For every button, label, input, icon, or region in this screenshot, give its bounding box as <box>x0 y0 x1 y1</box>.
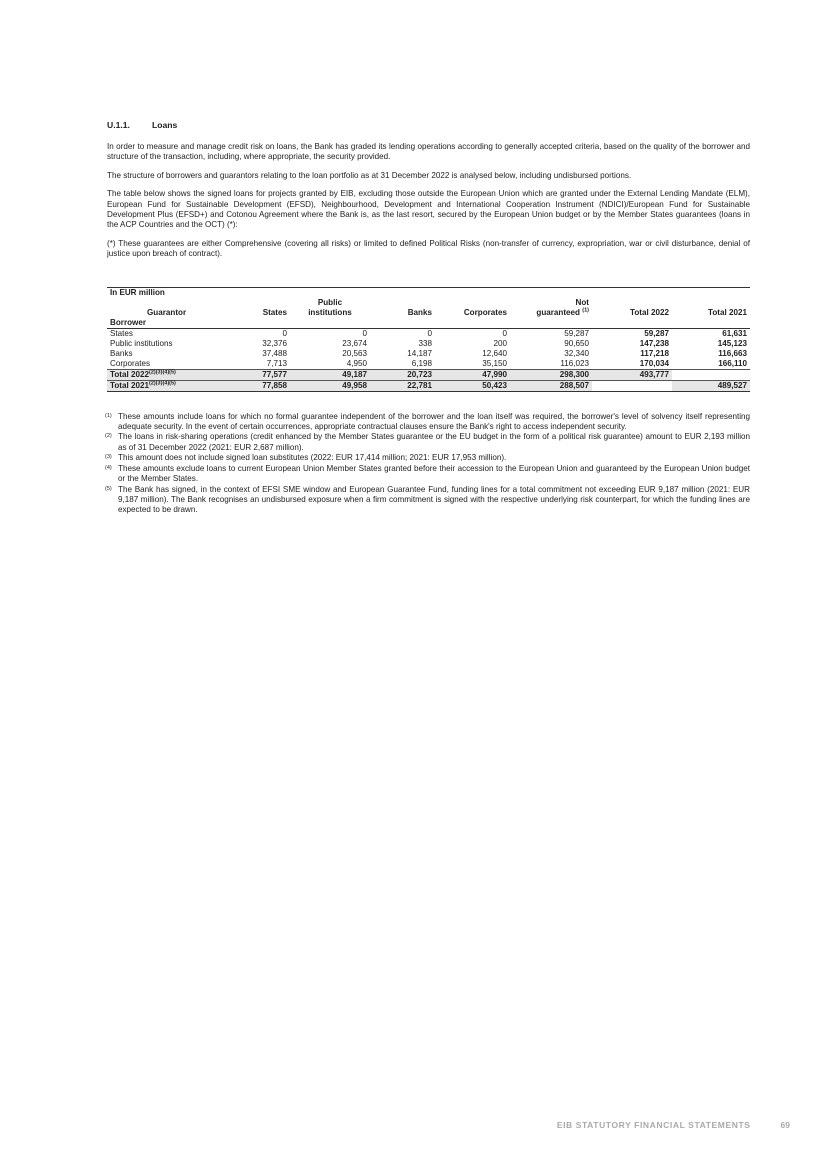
total-2021-row <box>107 380 750 391</box>
unit-label: In EUR million <box>107 287 217 298</box>
col-header-total-2021: Total 2021 <box>708 307 747 317</box>
row-label: Banks <box>110 348 133 358</box>
cell: 59,287 <box>644 328 669 338</box>
page-footer <box>557 1120 790 1130</box>
cell: 338 <box>418 338 432 348</box>
table-row <box>107 328 750 339</box>
col-header-banks: Banks <box>407 307 432 317</box>
footnote: (2) The loans in risk-sharing operations (credit enhanced by the Member States guarantee or the EU budget in the form of a political risk guarantee) amount to EUR 2,193 million as of 31 December 2022 (2021: EUR 2,687 million). <box>105 432 750 452</box>
page-number: 69 <box>780 1120 790 1130</box>
cell: 35,150 <box>482 358 507 368</box>
cell: 6,198 <box>411 358 432 368</box>
section-number: U.1.1. <box>107 120 130 130</box>
cell: 166,110 <box>718 358 747 368</box>
cell: 22,781 <box>370 380 435 391</box>
footnote: (1) These amounts include loans for which no formal guarantee independent of the borrower and the loan itself was required, the borrower's level of solvency itself representing adequate security. In the event of certain occurrences, appropriate contractual clauses ensure the Bank's right to access independent security. <box>105 411 750 432</box>
cell <box>592 380 672 391</box>
cell: 145,123 <box>717 338 747 348</box>
cell: 493,777 <box>592 369 672 380</box>
guarantor-label: Guarantor <box>147 307 187 317</box>
cell: 50,423 <box>435 380 510 391</box>
cell: 20,723 <box>370 369 435 380</box>
footnote: (4) These amounts exclude loans to current European Union Member States granted before their accession to the European Union and guaranteed by the European Union budget or the Member States. <box>105 463 750 484</box>
cell: 77,577 <box>217 369 290 380</box>
col-header-not-guaranteed: Not guaranteed $^{(1)}$ <box>536 297 589 317</box>
cell: 147,238 <box>639 338 669 348</box>
cell: 0 <box>502 328 507 338</box>
total-2021-label: Total $2021^{(2)(3)(4)(5)}$ <box>107 380 217 391</box>
col-header-corporates: Corporates <box>463 307 507 317</box>
cell: 7,713 <box>266 358 287 368</box>
cell: 77,858 <box>217 380 290 391</box>
cell: 117,218 <box>640 348 669 358</box>
cell: 298,300 <box>510 369 592 380</box>
section-title: Loans <box>152 120 178 130</box>
cell: 32,340 <box>564 348 589 358</box>
borrower-label-row <box>107 318 750 329</box>
cell: 32,376 <box>262 338 287 348</box>
row-label: Corporates <box>110 358 151 368</box>
cell: 12,640 <box>482 348 507 358</box>
table-row <box>107 339 750 349</box>
cell: 37,488 <box>262 348 287 358</box>
cell: 14,187 <box>407 348 432 358</box>
cell: 4,950 <box>346 358 367 368</box>
cell: 90,650 <box>564 338 589 348</box>
cell: 49,187 <box>290 369 370 380</box>
cell: 0 <box>282 328 287 338</box>
col-header-states: States <box>262 307 287 317</box>
borrower-label: Borrower <box>107 318 217 329</box>
footnote: (3) This amount does not include signed loan substitutes (2022: EUR 17,414 million; 2021: EUR 17,953 million). <box>105 453 507 463</box>
cell: 49,958 <box>290 380 370 391</box>
paragraph-structure: The structure of borrowers and guarantors relating to the loan portfolio as at 31 December 2022 is analysed below, including undisbursed portions. <box>107 170 632 180</box>
cell <box>672 369 750 380</box>
col-header-total-2022: Total 2022 <box>630 307 669 317</box>
section-heading <box>107 120 750 130</box>
footnote: (5) The Bank has signed, in the context of EFSI SME window and European Guarantee Fund, funding lines for a total commitment not exceeding EUR 9,187 million (2021: EUR 9,187 million). The Bank recognises an undisbursed exposure when a firm commitment is signed with the respective underlying risk counterpart, for which the funding lines are expected to be drawn. <box>105 484 750 515</box>
cell: 20,563 <box>342 348 367 358</box>
cell: 116,663 <box>718 348 747 358</box>
page-content <box>107 120 750 516</box>
cell: 489,527 <box>672 380 750 391</box>
total-2022-row <box>107 369 750 380</box>
cell: 47,990 <box>435 369 510 380</box>
cell: 116,023 <box>560 358 589 368</box>
cell: 23,674 <box>342 338 367 348</box>
footnotes <box>107 412 750 516</box>
table-header-row <box>107 298 750 318</box>
cell: 59,287 <box>564 328 589 338</box>
table-row <box>107 349 750 359</box>
col-header-public: Public institutions <box>308 297 352 317</box>
cell: 0 <box>427 328 432 338</box>
paragraph-table-description: The table below shows the signed loans for projects granted by EIB, excluding those outside the European Union which are granted under the External Lending Mandate (ELM), European Fund for Sustainable Development (EFSD), Neighbourhood, Development and International Cooperation Instrument (NDICI)/European Fund for Sustainable Development Plus (EFSD+) and Cotonou Agreement where the Bank is, as the last resort, secured by the European Union budget or by the Member States guarantees (loans in the ACP Countries and the OCT) (*): <box>107 189 750 230</box>
row-label: Public institutions <box>110 338 173 348</box>
cell: 288,507 <box>510 380 592 391</box>
paragraph-guarantees-note: (*) These guarantees are either Comprehensive (covering all risks) or limited to defined Political Risks (non-transfer of currency, expropriation, war or civil disturbance, denial of justice upon breach of contract). <box>107 238 750 259</box>
loans-table <box>107 287 750 392</box>
cell: 61,631 <box>722 328 747 338</box>
total-2022-label: Total $2022^{(2)(3)(4)(5)}$ <box>107 369 217 380</box>
cell: 170,034 <box>639 358 669 368</box>
row-label: States <box>110 328 133 338</box>
table-row <box>107 359 750 370</box>
cell: 200 <box>493 338 507 348</box>
footer-title: EIB STATUTORY FINANCIAL STATEMENTS <box>556 1120 751 1130</box>
table-unit-row <box>107 287 750 298</box>
cell: 0 <box>362 328 367 338</box>
paragraph-intro: In order to measure and manage credit risk on loans, the Bank has graded its lending operations according to generally accepted criteria, based on the quality of the borrower and structure of the transaction, including, where appropriate, the security provided. <box>107 142 750 162</box>
